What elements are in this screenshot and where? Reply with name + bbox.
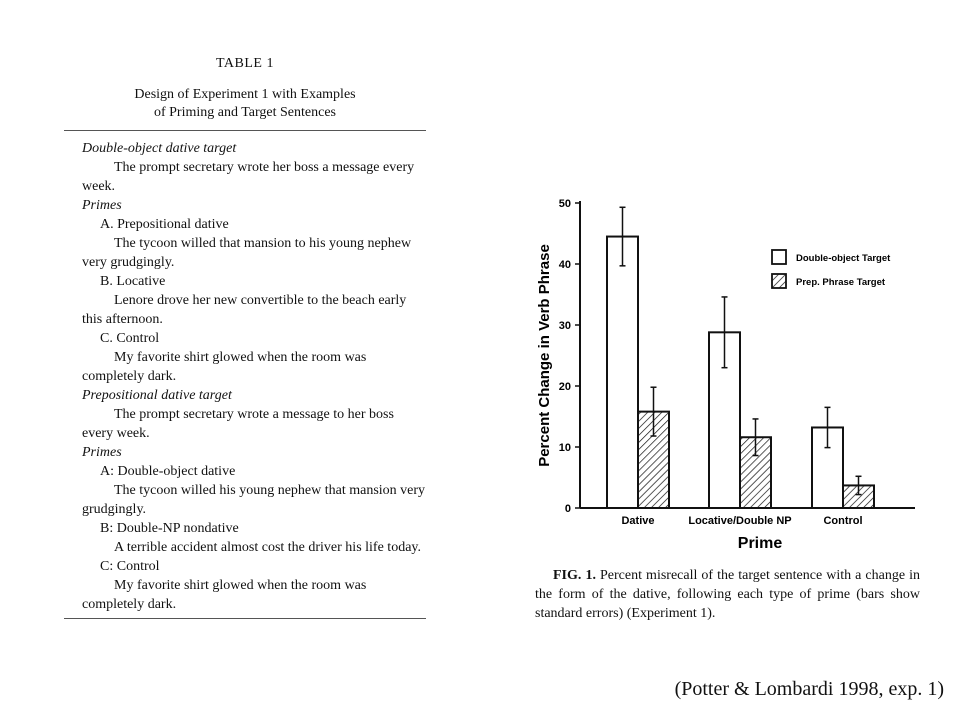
table-section-heading: Primes xyxy=(82,445,122,460)
legend-swatch xyxy=(772,250,786,264)
table-title: TABLE 1 xyxy=(216,56,274,71)
table-prime-option: C. Control xyxy=(100,331,160,346)
table-prime-option: A. Prepositional dative xyxy=(100,217,229,232)
figure-caption xyxy=(535,566,920,623)
y-tick-label: 50 xyxy=(558,198,571,210)
table-bottom-rule xyxy=(64,618,426,619)
table-example-sentence: The tycoon willed his young nephew that mansion very grudgingly. xyxy=(82,483,426,517)
table-section-heading: Primes xyxy=(82,198,122,213)
y-tick-label: 40 xyxy=(558,259,571,271)
figure-caption-text: Percent misrecall of the target sentence with a change in the form of the dative, following each type of prime (bars show standard errors) (Experiment 1). xyxy=(535,568,921,621)
y-tick-label: 10 xyxy=(558,442,571,454)
table-prime-option: C: Control xyxy=(100,559,160,574)
table-example-sentence: The prompt secretary wrote a message to her boss every week. xyxy=(82,407,394,441)
y-tick-label: 30 xyxy=(558,320,571,332)
bar-chart-svg xyxy=(530,190,930,560)
table-section-heading: Double-object dative target xyxy=(82,141,237,156)
y-tick-label: 0 xyxy=(564,503,571,515)
table-example-sentence: The tycoon willed that mansion to his young nephew very grudgingly. xyxy=(82,236,412,270)
y-axis-label: Percent Change in Verb Phrase xyxy=(536,244,553,467)
table-example-sentence: My favorite shirt glowed when the room was completely dark. xyxy=(82,578,367,612)
table-example-sentence: The prompt secretary wrote her boss a message every week. xyxy=(82,160,415,194)
table-caption-line-2: of Priming and Target Sentences xyxy=(153,105,337,120)
figure-label: FIG. 1. xyxy=(553,568,596,583)
x-axis-label: Prime xyxy=(737,535,783,552)
table-example-sentence: A terrible accident almost cost the driver his life today. xyxy=(114,540,421,555)
table-panel xyxy=(64,56,426,619)
citation: (Potter & Lombardi 1998, exp. 1) xyxy=(674,678,944,700)
table-example-sentence: Lenore drove her new convertible to the beach early this afternoon. xyxy=(82,293,407,327)
legend-swatch xyxy=(772,274,786,288)
table-section-heading: Prepositional dative target xyxy=(82,388,232,403)
x-tick-label: Control xyxy=(823,515,863,527)
table-prime-option: B. Locative xyxy=(100,274,166,289)
legend-label: Prep. Phrase Target xyxy=(796,277,886,288)
x-tick-label: Locative/Double NP xyxy=(688,515,792,527)
table-body xyxy=(64,131,426,618)
table-example-sentence: My favorite shirt glowed when the room was completely dark. xyxy=(82,350,367,384)
x-tick-label: Dative xyxy=(621,515,655,527)
table-prime-option: B: Double-NP nondative xyxy=(100,521,239,536)
table-caption-line-1: Design of Experiment 1 with Examples xyxy=(134,87,356,102)
bar-chart xyxy=(530,190,930,560)
table-caption xyxy=(64,86,426,122)
bar xyxy=(607,237,638,508)
y-tick-label: 20 xyxy=(558,381,571,393)
legend-label: Double-object Target xyxy=(796,253,891,264)
table-prime-option: A: Double-object dative xyxy=(100,464,236,479)
